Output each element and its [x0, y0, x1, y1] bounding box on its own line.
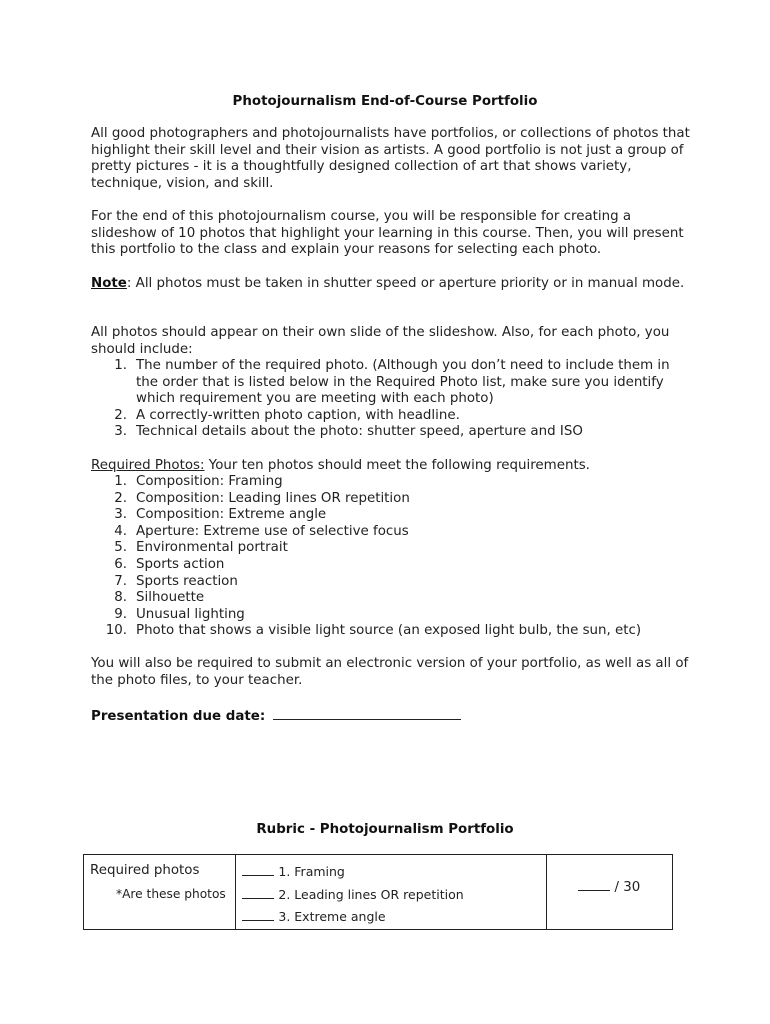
list-item-number: 10.	[105, 623, 127, 639]
list-item-number: 4.	[114, 523, 127, 539]
list-item	[91, 507, 691, 524]
required-photos-label: Required Photos:	[91, 458, 205, 473]
list-item-text: Photo that shows a visible light source (an exposed light bulb, the sun, etc)	[136, 623, 642, 639]
list-item	[91, 524, 691, 541]
due-date-line	[91, 706, 691, 726]
list-item-text: Composition: Extreme angle	[136, 507, 327, 523]
list-item	[91, 358, 691, 408]
rubric-category-note: *Are these photos	[116, 887, 226, 901]
note-paragraph	[91, 276, 691, 293]
list-item	[91, 623, 691, 640]
list-item-number: 2.	[114, 407, 127, 423]
rubric-table	[83, 854, 673, 930]
rubric-criteria-list	[236, 855, 545, 929]
rubric-criterion	[242, 884, 545, 907]
rubric-criteria-cell	[236, 855, 546, 930]
list-item-number: 3.	[114, 424, 127, 440]
list-item-text: Technical details about the photo: shutter speed, aperture and ISO	[136, 424, 583, 440]
submit-paragraph: You will also be required to submit an electronic version of your portfolio, as well as all of the photo files, to your teacher.	[91, 656, 689, 688]
list-item-text: Silhouette	[136, 590, 205, 606]
criterion-text: 3. Extreme angle	[278, 909, 386, 924]
list-item-text: Aperture: Extreme use of selective focus	[136, 523, 409, 539]
rubric-category: Required photos	[90, 863, 200, 878]
criterion-text: 2. Leading lines OR repetition	[278, 886, 464, 902]
note-label: Note	[91, 276, 127, 291]
rubric-score	[547, 855, 672, 895]
list-item-text: Composition: Leading lines OR repetition	[136, 490, 410, 506]
list-item-text: Sports reaction	[136, 573, 238, 589]
due-date-blank[interactable]	[273, 706, 461, 720]
list-item-number: 2.	[114, 490, 127, 506]
rubric-category-cell	[84, 855, 236, 930]
criterion-blank[interactable]	[242, 909, 274, 921]
required-photos-text: Your ten photos should meet the following requirements.	[204, 458, 590, 473]
list-item-number: 1.	[114, 358, 127, 373]
required-photos-list	[91, 474, 691, 640]
rubric-score-cell	[546, 855, 672, 930]
document-title: Photojournalism End-of-Course Portfolio	[232, 94, 538, 109]
required-photos-heading	[91, 458, 691, 475]
score-total: / 30	[614, 880, 641, 895]
list-item-number: 9.	[114, 606, 127, 622]
list-item	[91, 540, 691, 557]
criterion-blank[interactable]	[242, 887, 274, 899]
note-text: : All photos must be taken in shutter speed or aperture priority or in manual mode.	[126, 276, 685, 291]
intro-paragraph: All good photographers and photojournalists have portfolios, or collections of photos that highlight their skill level and their vision as artists. A good portfolio is not just a group of pretty pictures - it is a thoughtfully designed collection of art that shows variety, technique, vision, and skill.	[91, 126, 690, 191]
list-item-number: 8.	[114, 590, 127, 606]
list-item	[91, 408, 691, 425]
list-item	[91, 491, 691, 508]
rubric-criterion	[242, 906, 545, 929]
list-item-number: 7.	[114, 573, 127, 589]
criterion-text: 1. Framing	[278, 864, 345, 879]
list-item-text: Composition: Framing	[136, 474, 283, 489]
assignment-paragraph: For the end of this photojournalism course, you will be responsible for creating a slideshow of 10 photos that highlight your learning in this course. Then, you will present this portfolio to the class and explain your reasons for selecting each photo.	[91, 209, 684, 258]
include-list	[91, 358, 691, 441]
list-item	[91, 474, 691, 491]
score-blank[interactable]	[578, 879, 610, 891]
list-item-number: 3.	[114, 507, 127, 523]
criterion-blank[interactable]	[242, 864, 274, 876]
list-item-number: 6.	[114, 556, 127, 572]
list-item	[91, 574, 691, 591]
rubric-criterion	[242, 861, 545, 884]
list-item-number: 5.	[114, 540, 127, 556]
list-item-text: The number of the required photo. (Although you don’t need to include them in the order that is listed below in the Required Photo list, make sure you identify which requirement you are meeting with each photo)	[136, 358, 670, 407]
list-item-text: Sports action	[136, 556, 225, 572]
list-item-text: Environmental portrait	[136, 540, 288, 556]
list-item-number: 1.	[114, 474, 127, 489]
due-date-label: Presentation due date:	[91, 709, 266, 724]
list-item	[91, 557, 691, 574]
table-row	[84, 855, 673, 930]
list-item-text: Unusual lighting	[136, 606, 245, 622]
list-item	[91, 590, 691, 607]
list-item-text: A correctly-written photo caption, with headline.	[136, 407, 460, 423]
include-intro-paragraph: All photos should appear on their own slide of the slideshow. Also, for each photo, you should include:	[91, 325, 670, 357]
list-item	[91, 607, 691, 624]
list-item	[91, 424, 691, 441]
rubric-title: Rubric - Photojournalism Portfolio	[256, 822, 514, 837]
